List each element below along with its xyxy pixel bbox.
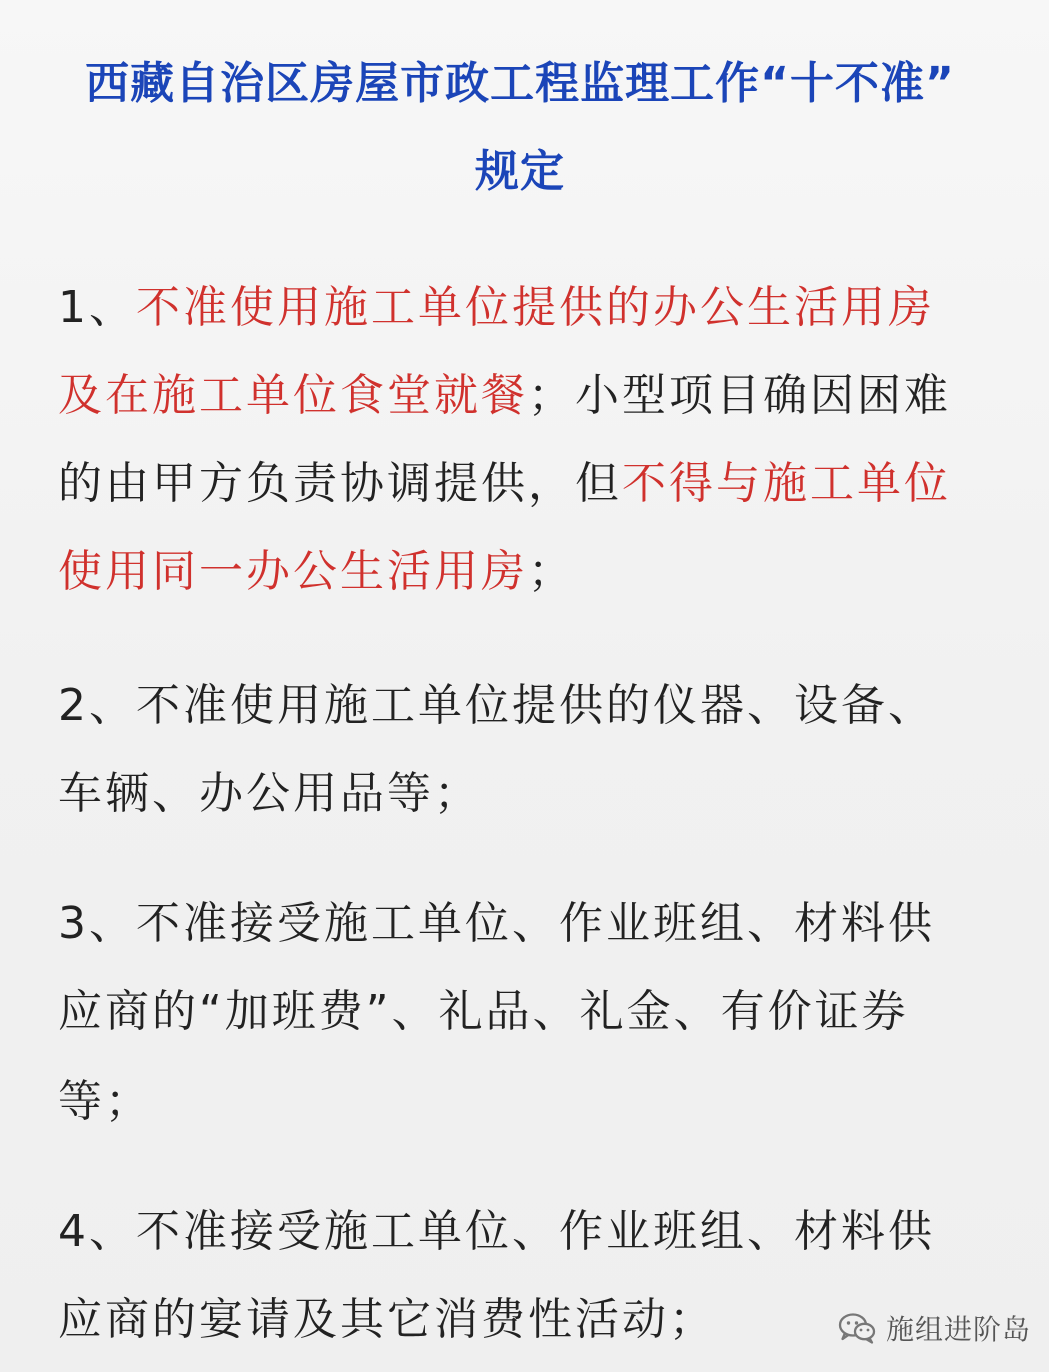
rule-1-line-4 <box>58 546 988 597</box>
rule-3-line-1-seg-1: 3、不准接受施工单位、作业班组、材料供 <box>58 898 935 949</box>
rule-1-line-4-seg-2: ； <box>528 546 575 597</box>
rule-1-line-2-seg-2: ；小型项目确因困难 <box>528 370 951 421</box>
rule-1-line-3 <box>58 458 988 509</box>
rule-1-line-1-seg-2: 不准使用施工单位提供的办公生活用房 <box>136 282 935 333</box>
wechat-icon <box>838 1312 876 1344</box>
rule-2-line-2 <box>58 768 988 819</box>
rule-1-line-2 <box>58 370 988 421</box>
document-title-line-2: 规定 <box>475 146 565 197</box>
source-watermark <box>838 1308 1031 1348</box>
rule-4-line-1-seg-1: 4、不准接受施工单位、作业班组、材料供 <box>58 1206 935 1257</box>
rule-3-line-2 <box>58 986 988 1037</box>
rule-2-line-2-seg-1: 车辆、办公用品等； <box>58 768 481 819</box>
rule-4-line-1 <box>58 1206 988 1257</box>
rule-2-line-1 <box>58 680 988 731</box>
rule-1-line-1-seg-1: 1、 <box>58 282 136 333</box>
rule-3-line-3 <box>58 1076 988 1127</box>
rule-1-line-2-seg-1: 及在施工单位食堂就餐 <box>58 370 528 421</box>
rule-1-line-4-seg-1: 使用同一办公生活用房 <box>58 546 528 597</box>
rule-3-line-1 <box>58 898 988 949</box>
rule-1-line-1 <box>58 282 988 333</box>
rule-2-line-1-seg-1: 2、不准使用施工单位提供的仪器、设备、 <box>58 680 935 731</box>
rule-3-line-3-seg-1: 等； <box>58 1076 152 1127</box>
document-title-line-1: 西藏自治区房屋市政工程监理工作“十不准” <box>85 58 955 109</box>
rule-3-line-2-seg-1: 应商的“加班费”、礼品、礼金、有价证券 <box>58 986 909 1037</box>
rule-1-line-3-seg-1: 的由甲方负责协调提供，但 <box>58 458 622 509</box>
rule-4-line-2-seg-1: 应商的宴请及其它消费性活动； <box>58 1294 716 1345</box>
rule-1-line-3-seg-2: 不得与施工单位 <box>622 458 951 509</box>
watermark-text: 施组进阶岛 <box>886 1313 1032 1346</box>
